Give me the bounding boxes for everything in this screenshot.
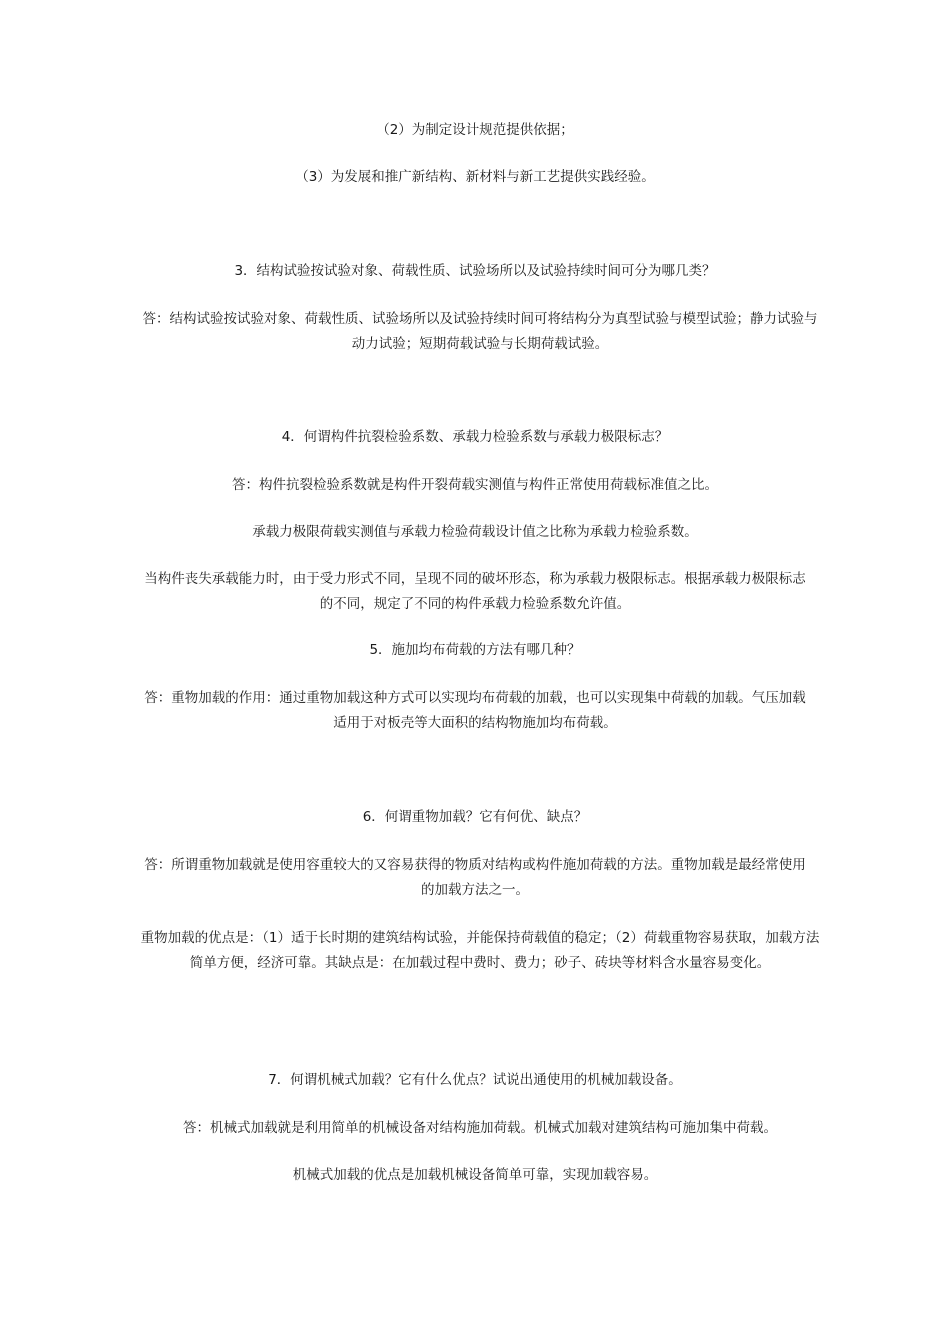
answer-4-part-1: 答：构件抗裂检验系数就是构件开裂荷载实测值与构件正常使用荷载标准值之比。: [232, 477, 718, 493]
paragraph-item-3: （3）为发展和推广新结构、新材料与新工艺提供实践经验。: [295, 169, 655, 185]
answer-3: 答：结构试验按试验对象、荷载性质、试验场所以及试验持续时间可将结构分为真型试验与模型试验；静力试验与动力试验；短期荷载试验与长期荷载试验。: [142, 311, 818, 352]
paragraph-item-2: （2）为制定设计规范提供依据；: [376, 122, 574, 138]
question-7: 7．何谓机械式加载？它有什么优点？试说出通使用的机械加载设备。: [268, 1072, 682, 1088]
answer-6-part-1: 答：所谓重物加载就是使用容重较大的又容易获得的物质对结构或构件施加荷载的方法。重物加载是最经常使用的加载方法之一。: [144, 857, 806, 898]
question-3: 3．结构试验按试验对象、荷载性质、试验场所以及试验持续时间可分为哪几类？: [234, 263, 716, 279]
question-5: 5．施加均布荷载的方法有哪几种？: [369, 642, 581, 658]
answer-5: 答：重物加载的作用：通过重物加载这种方式可以实现均布荷载的加载，也可以实现集中荷载的加载。气压加载适用于对板壳等大面积的结构物施加均布荷载。: [144, 690, 806, 731]
answer-7-part-1: 答：机械式加载就是利用简单的机械设备对结构施加荷载。机械式加载对建筑结构可施加集中荷载。: [183, 1120, 777, 1136]
answer-4-part-3: 当构件丧失承载能力时，由于受力形式不同，呈现不同的破坏形态，称为承载力极限标志。根据承载力极限标志的不同，规定了不同的构件承载力检验系数允许值。: [144, 571, 806, 612]
answer-7-part-2: 机械式加载的优点是加载机械设备简单可靠，实现加载容易。: [292, 1167, 658, 1183]
answer-4-part-2: 承载力极限荷载实测值与承载力检验荷载设计值之比称为承载力检验系数。: [252, 524, 698, 540]
answer-6-part-2: 重物加载的优点是：（1）适于长时期的建筑结构试验，并能保持荷载值的稳定；（2）荷载重物容易获取，加载方法简单方便，经济可靠。其缺点是：在加载过程中费时、费力；砂子、砖块等材料含水量容易变化。: [140, 930, 820, 971]
question-6: 6．何谓重物加载？它有何优、缺点？: [362, 809, 588, 825]
question-4: 4．何谓构件抗裂检验系数、承载力检验系数与承载力极限标志？: [281, 429, 669, 445]
